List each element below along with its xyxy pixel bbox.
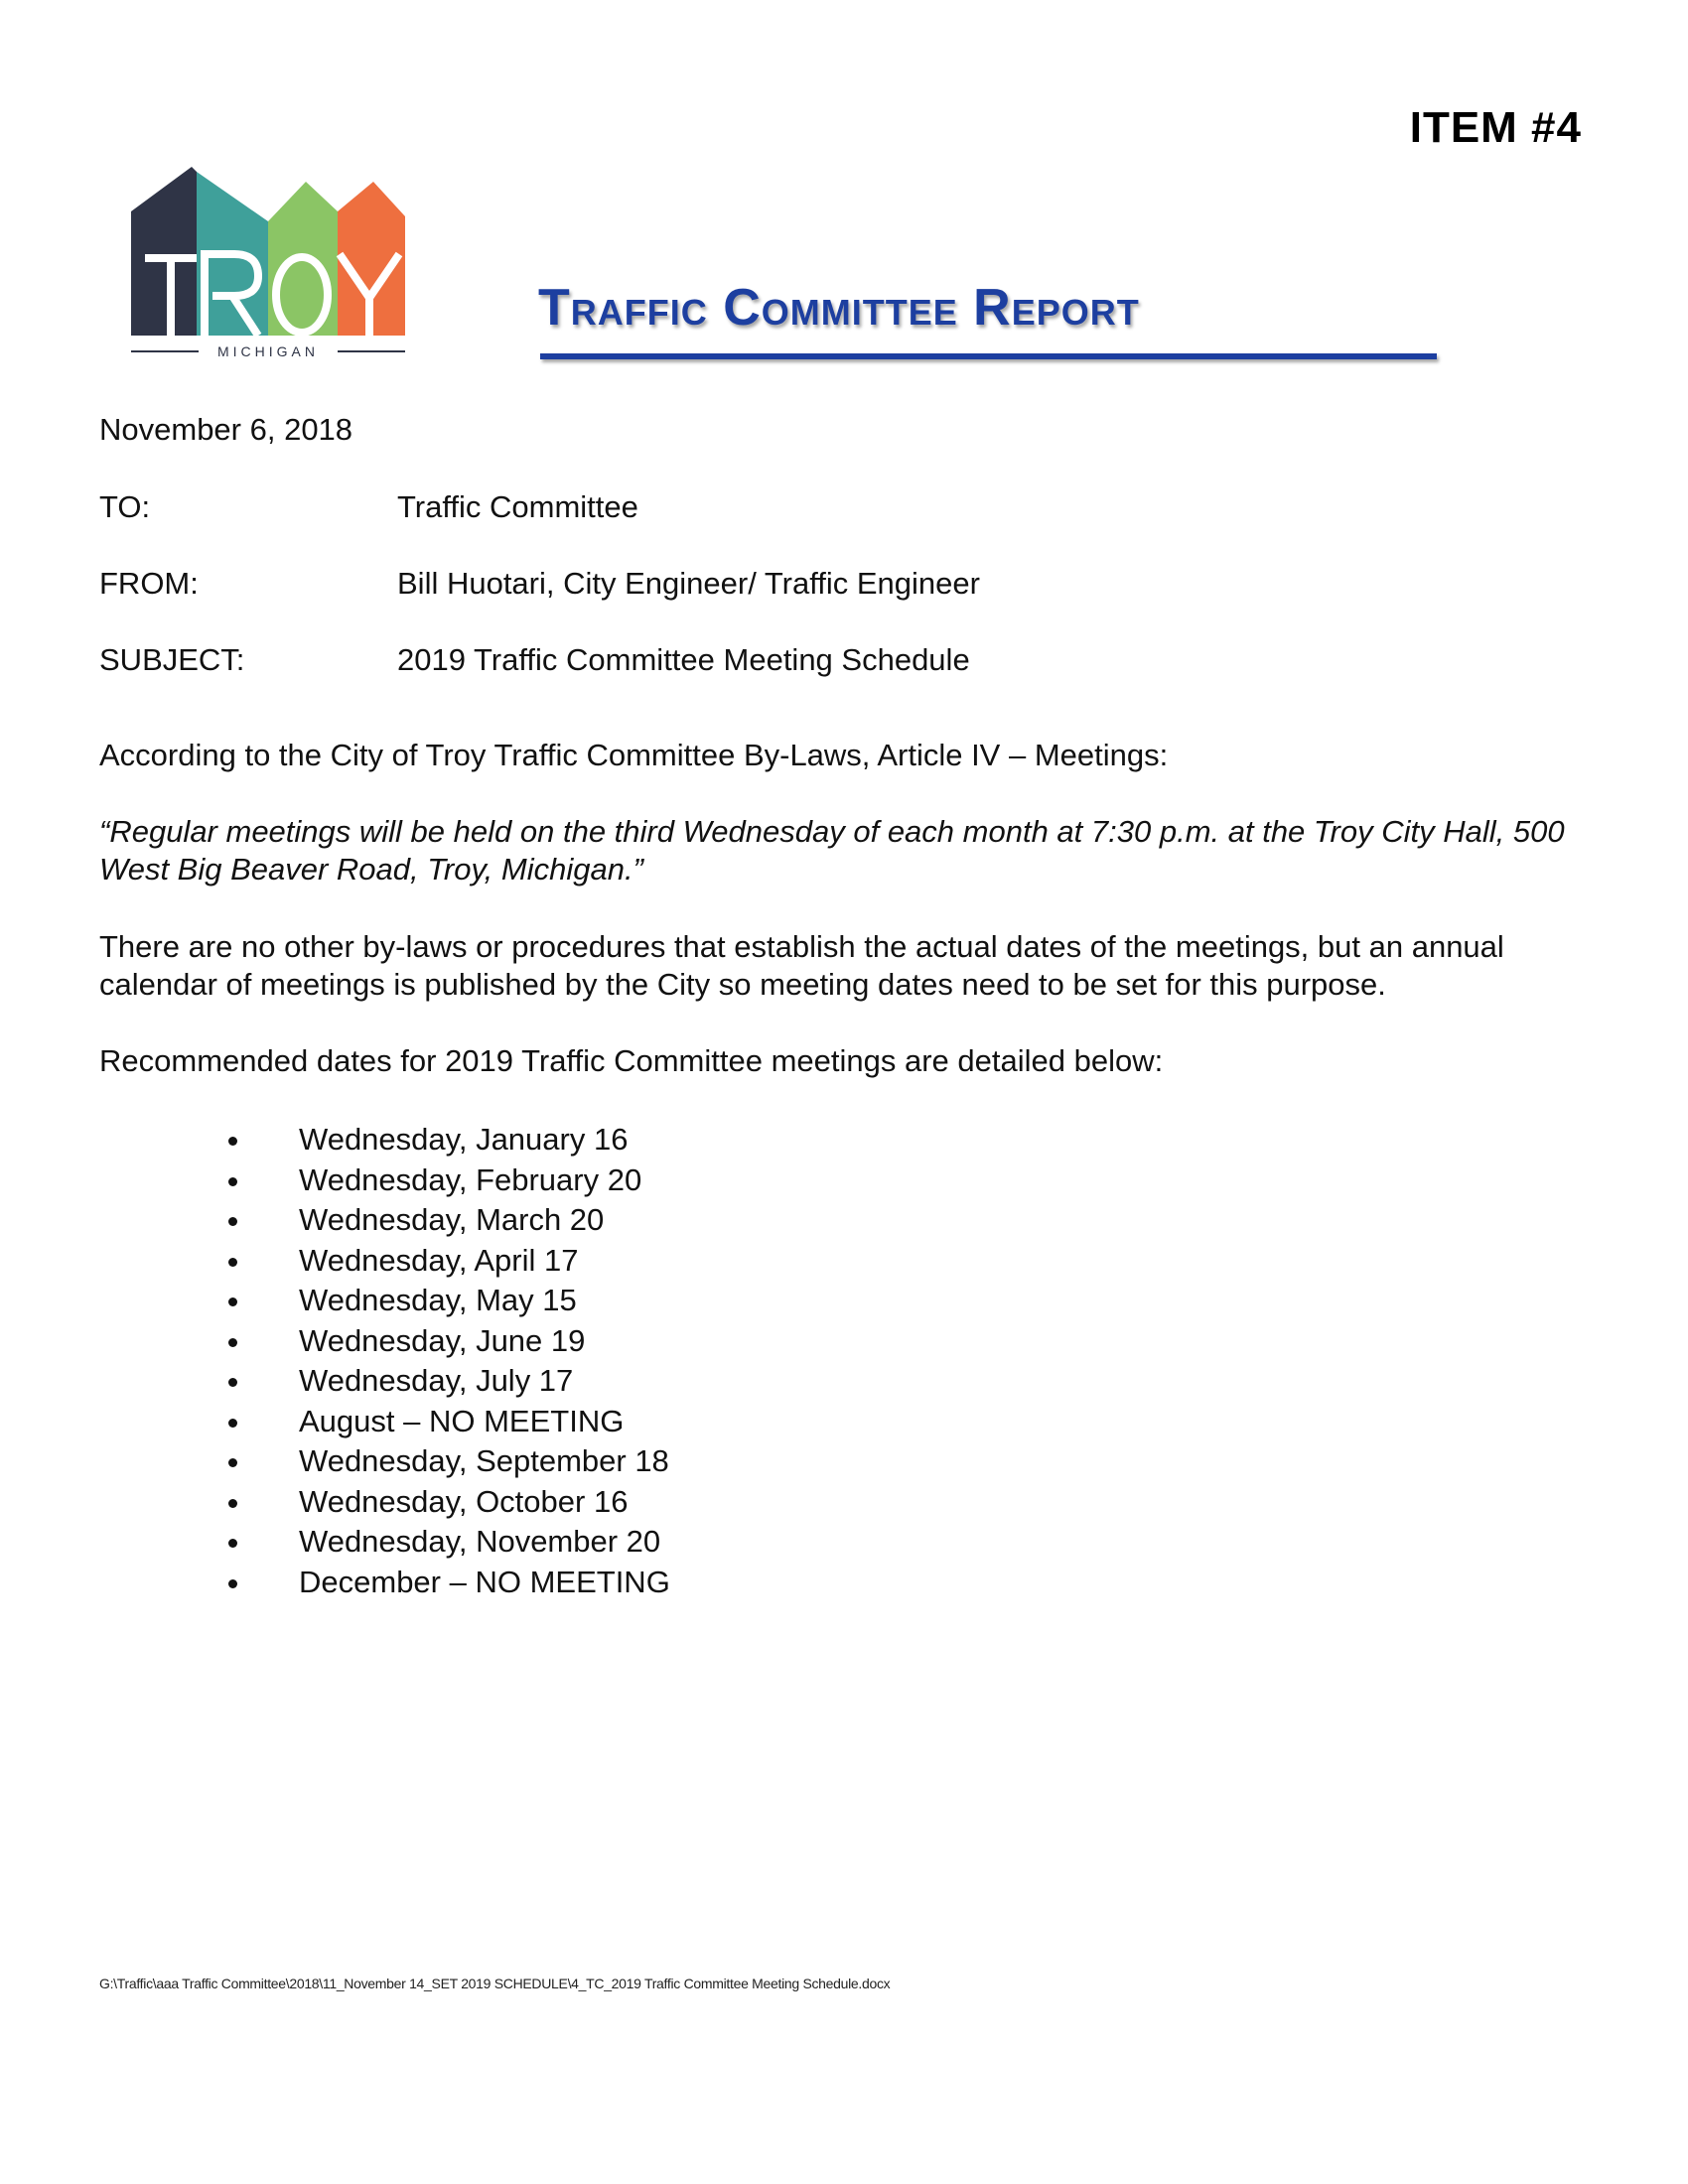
subject-value: 2019 Traffic Committee Meeting Schedule: [397, 642, 970, 677]
list-item: Wednesday, January 16: [218, 1120, 670, 1160]
to-label: TO:: [99, 489, 151, 524]
list-item: Wednesday, February 20: [218, 1160, 670, 1201]
report-title: Traffic Committee Report: [538, 279, 1140, 337]
list-item: Wednesday, April 17: [218, 1241, 670, 1282]
title-underline: [540, 353, 1437, 359]
list-item: Wednesday, July 17: [218, 1361, 670, 1402]
list-item: Wednesday, November 20: [218, 1522, 670, 1563]
bylaws-quote: “Regular meetings will be held on the third Wednesday of each month at 7:30 p.m. at the Troy City Hall, 500 West Big Beaver Road, Troy, Michigan.”: [99, 814, 1565, 887]
intro-paragraph: According to the City of Troy Traffic Committee By-Laws, Article IV – Meetings:: [99, 738, 1169, 772]
subject-label: SUBJECT:: [99, 642, 245, 677]
from-value: Bill Huotari, City Engineer/ Traffic Engineer: [397, 566, 980, 601]
list-item: Wednesday, May 15: [218, 1281, 670, 1321]
to-value: Traffic Committee: [397, 489, 638, 524]
list-item: Wednesday, September 18: [218, 1441, 670, 1482]
logo-subtext: MICHIGAN: [217, 343, 319, 359]
list-item: Wednesday, March 20: [218, 1200, 670, 1241]
file-path-footer: G:\Traffic\aaa Traffic Committee\2018\11_November 14_SET 2019 SCHEDULE\4_TC_2019 Traffic Committee Meeting Schedule.docx: [99, 1976, 891, 1991]
list-item: Wednesday, June 19: [218, 1321, 670, 1362]
memo-date: November 6, 2018: [99, 412, 353, 447]
list-item: August – NO MEETING: [218, 1402, 670, 1442]
item-number: ITEM #4: [1409, 103, 1582, 152]
note-paragraph: There are no other by-laws or procedures that establish the actual dates of the meetings, but an annual calendar of meetings is published by the City so meeting dates need to be set for this purpose.: [99, 929, 1504, 1002]
recommendation-paragraph: Recommended dates for 2019 Traffic Committee meetings are detailed below:: [99, 1043, 1164, 1078]
list-item: Wednesday, October 16: [218, 1482, 670, 1523]
from-label: FROM:: [99, 566, 199, 601]
troy-michigan-logo: [127, 167, 410, 365]
logo-house-navy: [131, 167, 197, 336]
meeting-date-list: [218, 1120, 670, 1602]
list-item: December – NO MEETING: [218, 1563, 670, 1603]
